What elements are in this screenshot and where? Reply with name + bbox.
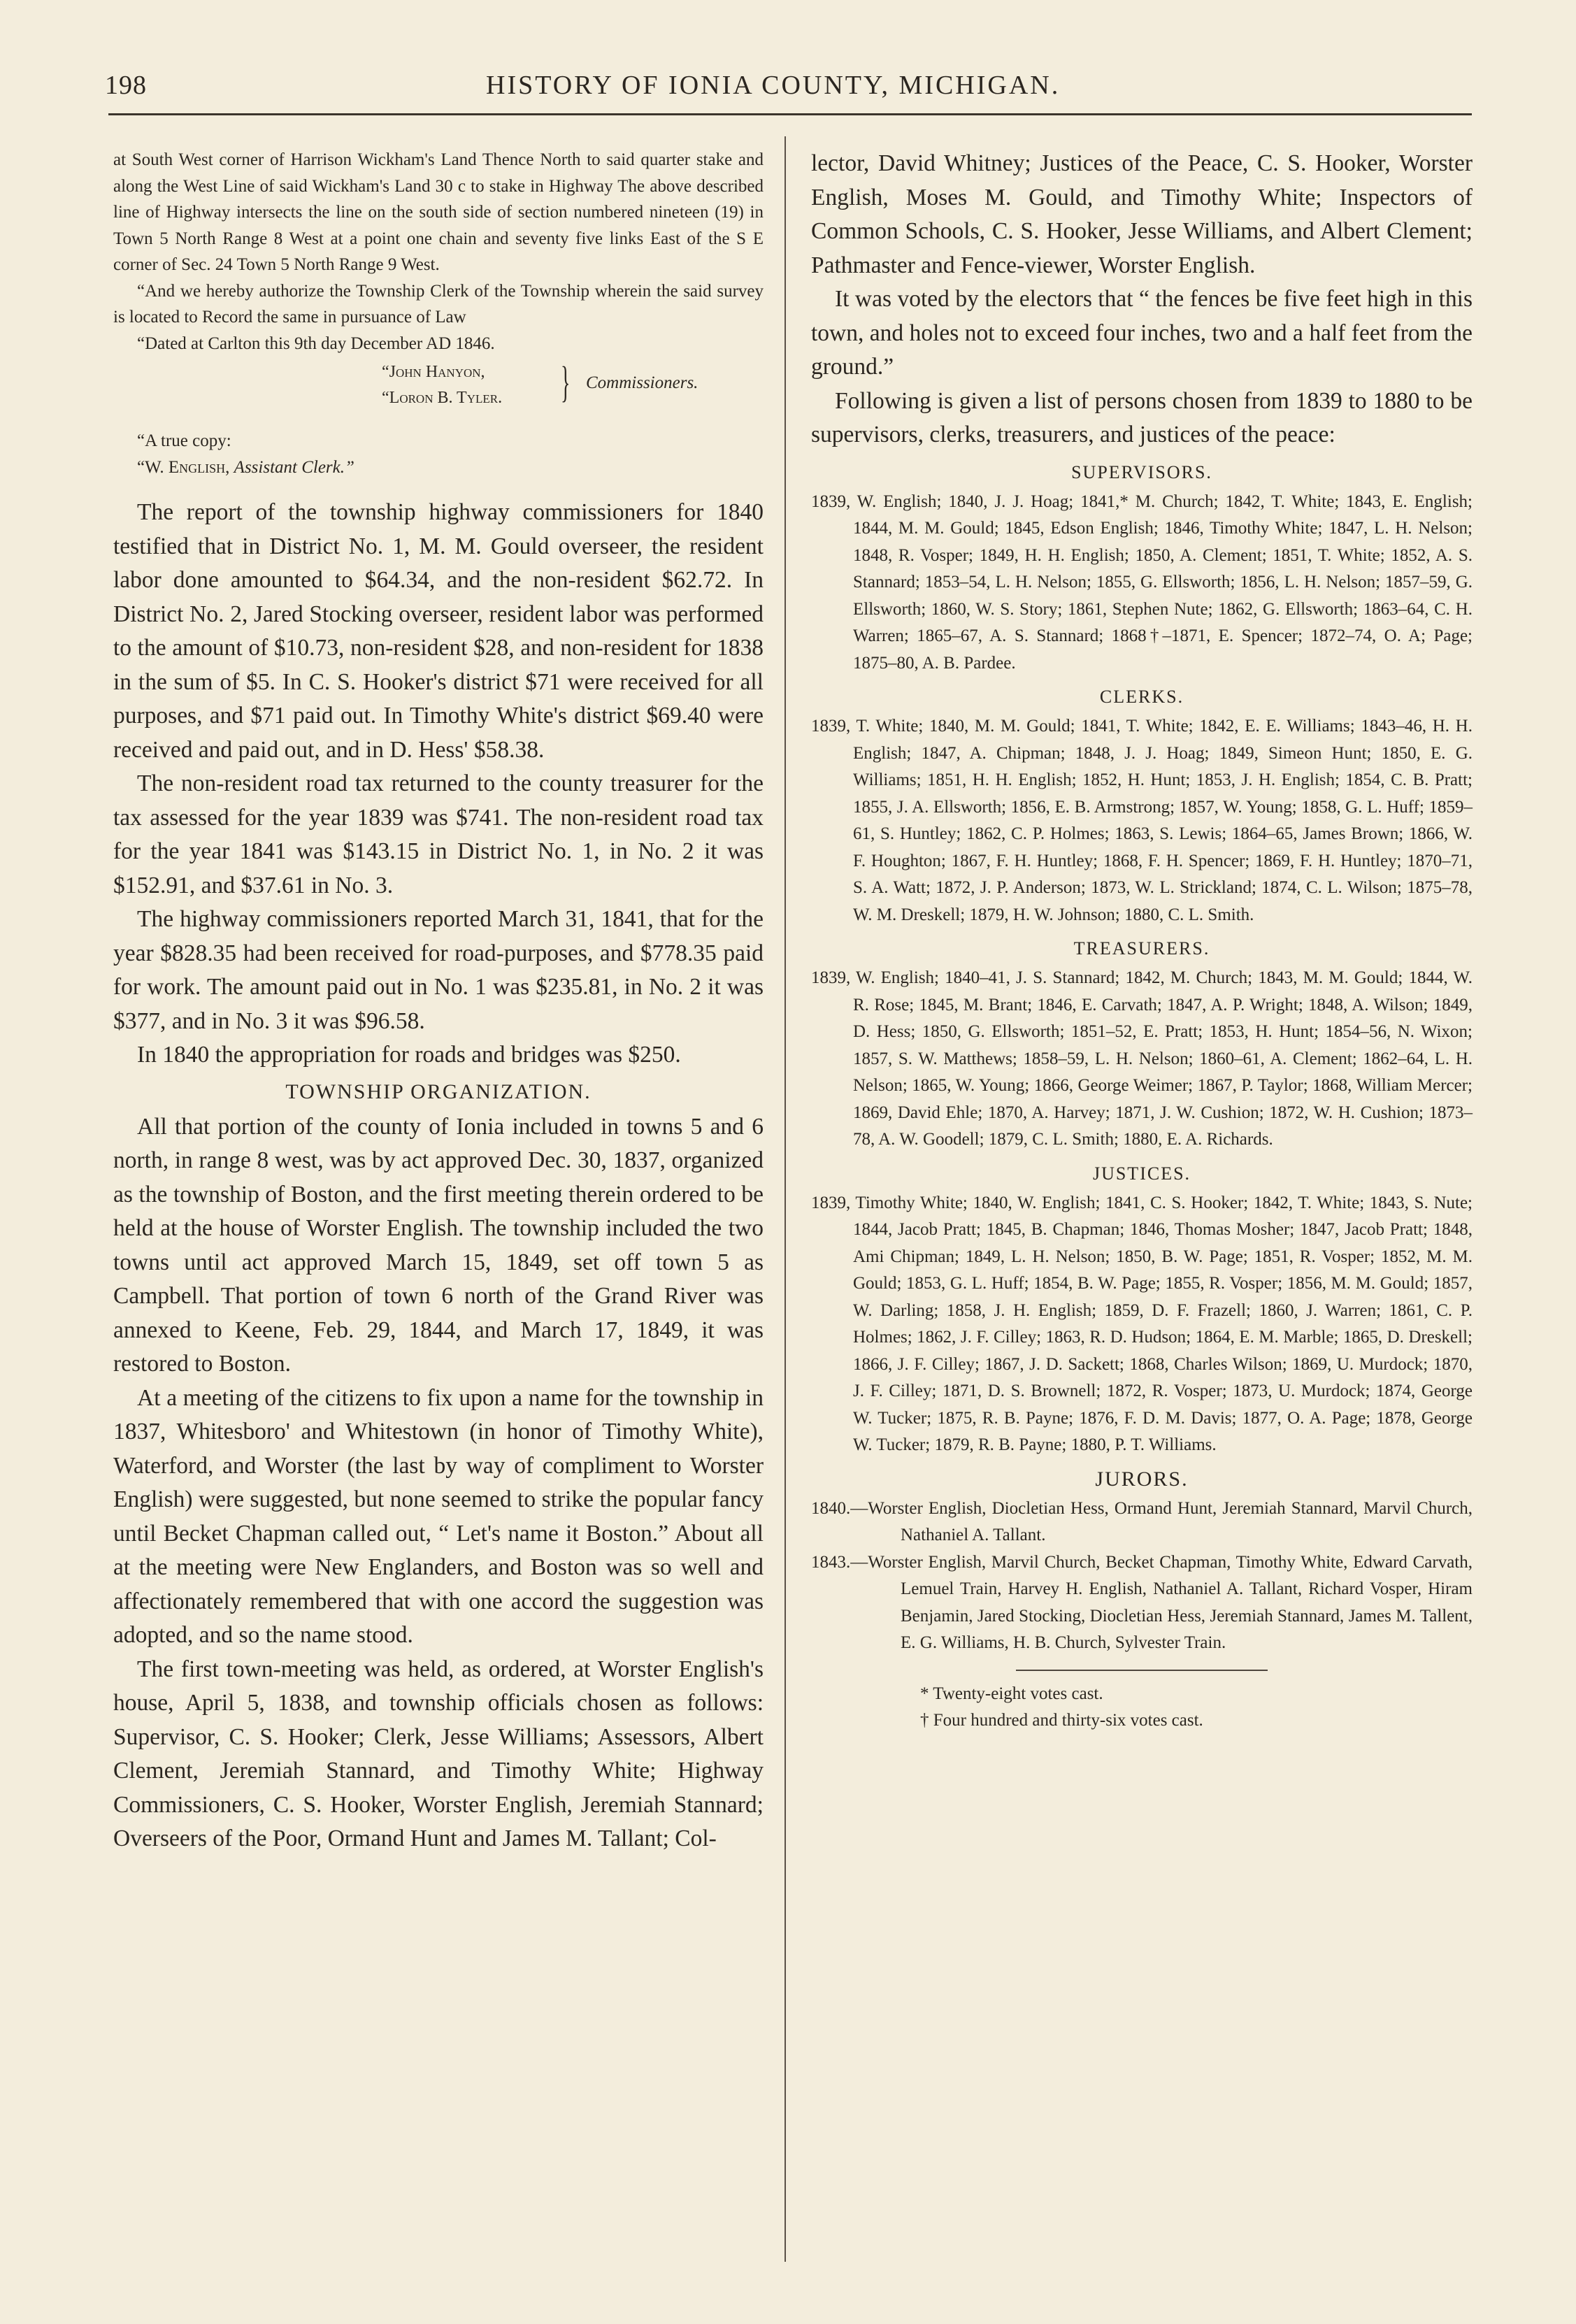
attestation-title: Assistant Clerk.” [234,457,354,477]
heading-township-organization: TOWNSHIP ORGANIZATION. [285,1079,592,1103]
paragraph-fences: It was voted by the electors that “ the fences be five feet high in this town, and holes not to exceed four inches, two and a half feet from the ground.” [811,286,1473,380]
right-column [811,147,1473,1734]
page-number: 198 [105,71,147,100]
running-title: HISTORY OF IONIA COUNTY, MICHIGAN. [486,71,1061,100]
jurors-1840: 1840.—Worster English, Diocletian Hess, Ormand Hunt, Jeremiah Stannard, Marvil Church, Nathaniel A. Tallant. [811,1498,1473,1544]
commissioners-signature [382,359,764,415]
brace: } [561,359,571,406]
paragraph-naming: At a meeting of the citizens to fix upon a name for the township in 1837, Whitesboro' and Whitestown (in honor of Timothy White), Waterford, and Worster (the last by way of compliment to Worster English) were suggested, but none seemed to strike the popular fancy until Becket Chapman called out, “ Let's name it Boston.” About all at the meeting were New Englanders, and Boston was so well and affectionately remembered that with one accord the suggestion was adopted, and so the name stood. [113,1384,764,1648]
heading-treasurers: TREASURERS. [1073,938,1210,959]
justices-list: 1839, Timothy White; 1840, W. English; 1841, C. S. Hooker; 1842, T. White; 1843, S. Nute; 1844, Jacob Pratt; 1845, B. Chapman; 1846, Thomas Mosher; 1847, Jacob Pratt; 1848, Ami Chipman; 1849, L. H. Nelson; 1850, B. W. Page; 1851, R. Vosper; 1852, M. M. Gould; 1853, G. L. Huff; 1854, B. W. Page; 1855, R. Vosper; 1856, M. M. Gould; 1857, W. Darling; 1858, J. H. English; 1859, D. F. Frazell; 1860, J. Warren; 1861, C. P. Holmes; 1862, J. F. Cilley; 1863, R. D. Hudson; 1864, E. M. Marble; 1865, D. Dreskell; 1866, J. F. Cilley; 1867, J. D. Sackett; 1868, Charles Wilson; 1869, U. Murdock; 1870, J. F. Cilley; 1871, D. S. Brownell; 1872, R. Vosper; 1873, U. Murdock; 1874, George W. Tucker; 1875, R. B. Payne; 1876, F. D. M. Davis; 1877, O. A. Page; 1878, George W. Tucker; 1879, R. B. Payne; 1880, P. T. Williams. [811,1193,1473,1454]
paragraph-report: The report of the township highway commissioners for 1840 testified that in District No. 1, M. M. Gould overseer, the resident labor done amounted to $64.34, and the non-resident $62.72. In District No. 2, Jared Stocking overseer, resident labor was performed to the amount of $10.73, non-resident $28, and non-resident for 1838 in the sum of $5. In C. S. Hooker's district $71 were received for all purposes, and $71 paid out. In Timothy White's district $69.40 were received and paid out, and in D. Hess' $58.38. [113,499,764,763]
paragraph-appropriation: In 1840 the appropriation for roads and bridges was $250. [137,1042,681,1068]
survey-description: at South West corner of Harrison Wickham's Land Thence North to said quarter stake and along the West Line of said Wickham's Land 30 c to stake in Highway The above described line of Highway intersects the line on the south side of section numbered nineteen (19) in Town 5 North Range 8 West at a point one chain and seventy five links East of the S E corner of Sec. 24 Town 5 North Range 9 West. [113,150,764,274]
clerks-list: 1839, T. White; 1840, M. M. Gould; 1841, T. White; 1842, E. E. Williams; 1843–46, H. H. English; 1847, A. Chipman; 1848, J. J. Hoag; 1849, Simeon Hunt; 1850, E. G. Williams; 1851, H. H. English; 1852, H. Hunt; 1853, J. H. English; 1854, C. B. Pratt; 1855, J. A. Ellsworth; 1856, E. B. Armstrong; 1857, W. Young; 1858, G. L. Huff; 1859–61, S. Huntley; 1862, C. P. Holmes; 1863, S. Lewis; 1864–65, James Brown; 1866, W. F. Houghton; 1867, F. H. Huntley; 1868, F. H. Spencer; 1869, F. H. Huntley; 1870–71, S. A. Watt; 1872, J. P. Anderson; 1873, W. L. Strickland; 1874, C. L. Wilson; 1875–78, W. M. Dreskell; 1879, H. W. Johnson; 1880, C. L. Smith. [811,717,1473,924]
jurors-1843: 1843.—Worster English, Marvil Church, Becket Chapman, Timothy White, Edward Carvath, Lemuel Train, Harvey H. English, Nathaniel A. Tallant, Richard Vosper, Hiram Benjamin, Jared Stocking, Diocletian Hess, Jeremiah Stannard, James M. Tallent, E. G. Williams, H. B. Church, Sylvester Train. [811,1552,1473,1652]
dated-line: “Dated at Carlton this 9th day December AD 1846. [137,333,495,353]
paragraph-continued: lector, David Whitney; Justices of the Peace, C. S. Hooker, Worster English, Moses M. Gould, and Timothy White; Inspectors of Common Schools, C. S. Hooker, Jesse Williams, and Albert Clement; Pathmaster and Fence-viewer, Worster English. [811,150,1473,278]
paragraph-highway: The highway commissioners reported March 31, 1841, that for the year $828.35 had been received for road-purposes, and $778.35 paid for work. The amount paid out in No. 1 was $235.81, in No. 2 it was $377, and in No. 3 it was $96.58. [113,906,764,1034]
supervisors-list: 1839, W. English; 1840, J. J. Hoag; 1841,* M. Church; 1842, T. White; 1843, E. English; 1844, M. M. Gould; 1845, Edson English; 1846, Timothy White; 1847, L. H. Nelson; 1848, R. Vosper; 1849, H. H. English; 1850, A. Clement; 1851, T. White; 1852, A. S. Stannard; 1853–54, L. H. Nelson; 1855, G. Ellsworth; 1856, L. H. Nelson; 1857–59, G. Ellsworth; 1860, W. S. Story; 1861, Stephen Nute; 1862, G. Ellsworth; 1863–64, C. H. Warren; 1865–67, A. S. Stannard; 1868†–1871, E. Spencer; 1872–74, O. A; Page; 1875–80, A. B. Pardee. [811,492,1473,673]
footnote-2: † Four hundred and thirty-six votes cast. [920,1710,1203,1730]
commissioner-name-1: “John Hanyon, [382,363,485,381]
heading-clerks: CLERKS. [1099,687,1184,707]
commissioners-role: Commissioners. [586,373,699,392]
paragraph-list-intro: Following is given a list of persons chosen from 1839 to 1880 to be supervisors, clerks, treasurers, and justices of the peace: [811,387,1473,447]
page-header [105,70,1475,112]
footnote-1: * Twenty-eight votes cast. [920,1684,1103,1703]
attestation-signature [137,454,764,481]
header-rule [108,113,1472,115]
paragraph-road-tax: The non-resident road tax returned to the county treasurer for the tax assessed for the year 1839 was $741. The non-resident road tax for the year 1841 was $143.15 in District No. 1, in No. 2 it was $152.91, and $37.61 in No. 3. [113,770,764,898]
attestation [113,428,764,480]
treasurers-list: 1839, W. English; 1840–41, J. S. Stannard; 1842, M. Church; 1843, M. M. Gould; 1844, W. R. Rose; 1845, M. Brant; 1846, E. Carvath; 1847, A. P. Wright; 1848, A. Wilson; 1849, D. Hess; 1850, G. Ellsworth; 1851–52, E. Pratt; 1853, H. Hunt; 1854–56, N. Wixon; 1857, S. W. Matthews; 1858–59, L. H. Nelson; 1860–61, A. Clement; 1862–64, L. H. Nelson; 1865, W. Young; 1866, George Weimer; 1867, P. Taylor; 1868, William Mercer; 1869, David Ehle; 1870, A. Harvey; 1871, J. W. Cushion; 1872, W. H. Cushion; 1873–78, A. W. Goodell; 1879, C. L. Smith; 1880, E. A. Richards. [811,968,1473,1149]
heading-supervisors: SUPERVISORS. [1071,461,1212,482]
heading-justices: JUSTICES. [1092,1163,1191,1184]
left-column [113,147,764,1856]
authorization-text: “And we hereby authorize the Township Clerk of the Township wherein the said survey is located to Record the same in pursuance of Law [113,281,764,327]
paragraph-first-meeting: The first town-meeting was held, as ordered, at Worster English's house, April 5, 1838, and township officials chosen as follows: Supervisor, C. S. Hooker; Clerk, Jesse Williams; Assessors, Albert Clement, Jeremiah Stannard, and Timothy White; Highway Commissioners, C. S. Hooker, Worster English, Jeremiah Stannard; Overseers of the Poor, Ormand Hunt and James M. Tallant; Col- [113,1656,764,1851]
column-divider [785,136,786,2262]
commissioner-name-2: “Loron B. Tyler. [382,389,503,407]
heading-jurors: JURORS. [1095,1467,1189,1491]
attestation-name: “W. English, [137,457,230,477]
true-copy-line: “A true copy: [137,431,231,450]
footnote-rule [1016,1670,1268,1671]
paragraph-organization: All that portion of the county of Ionia included in towns 5 and 6 north, in range 8 west, was by act approved Dec. 30, 1837, organized as the township of Boston, and the first meeting therein ordered to be held at the house of Worster English. The township included the two towns until act approved March 15, 1849, set off town 5 as Campbell. That portion of town 6 north of the Grand River was annexed to Keene, Feb. 29, 1844, and March 17, 1849, it was restored to Boston. [113,1113,764,1377]
